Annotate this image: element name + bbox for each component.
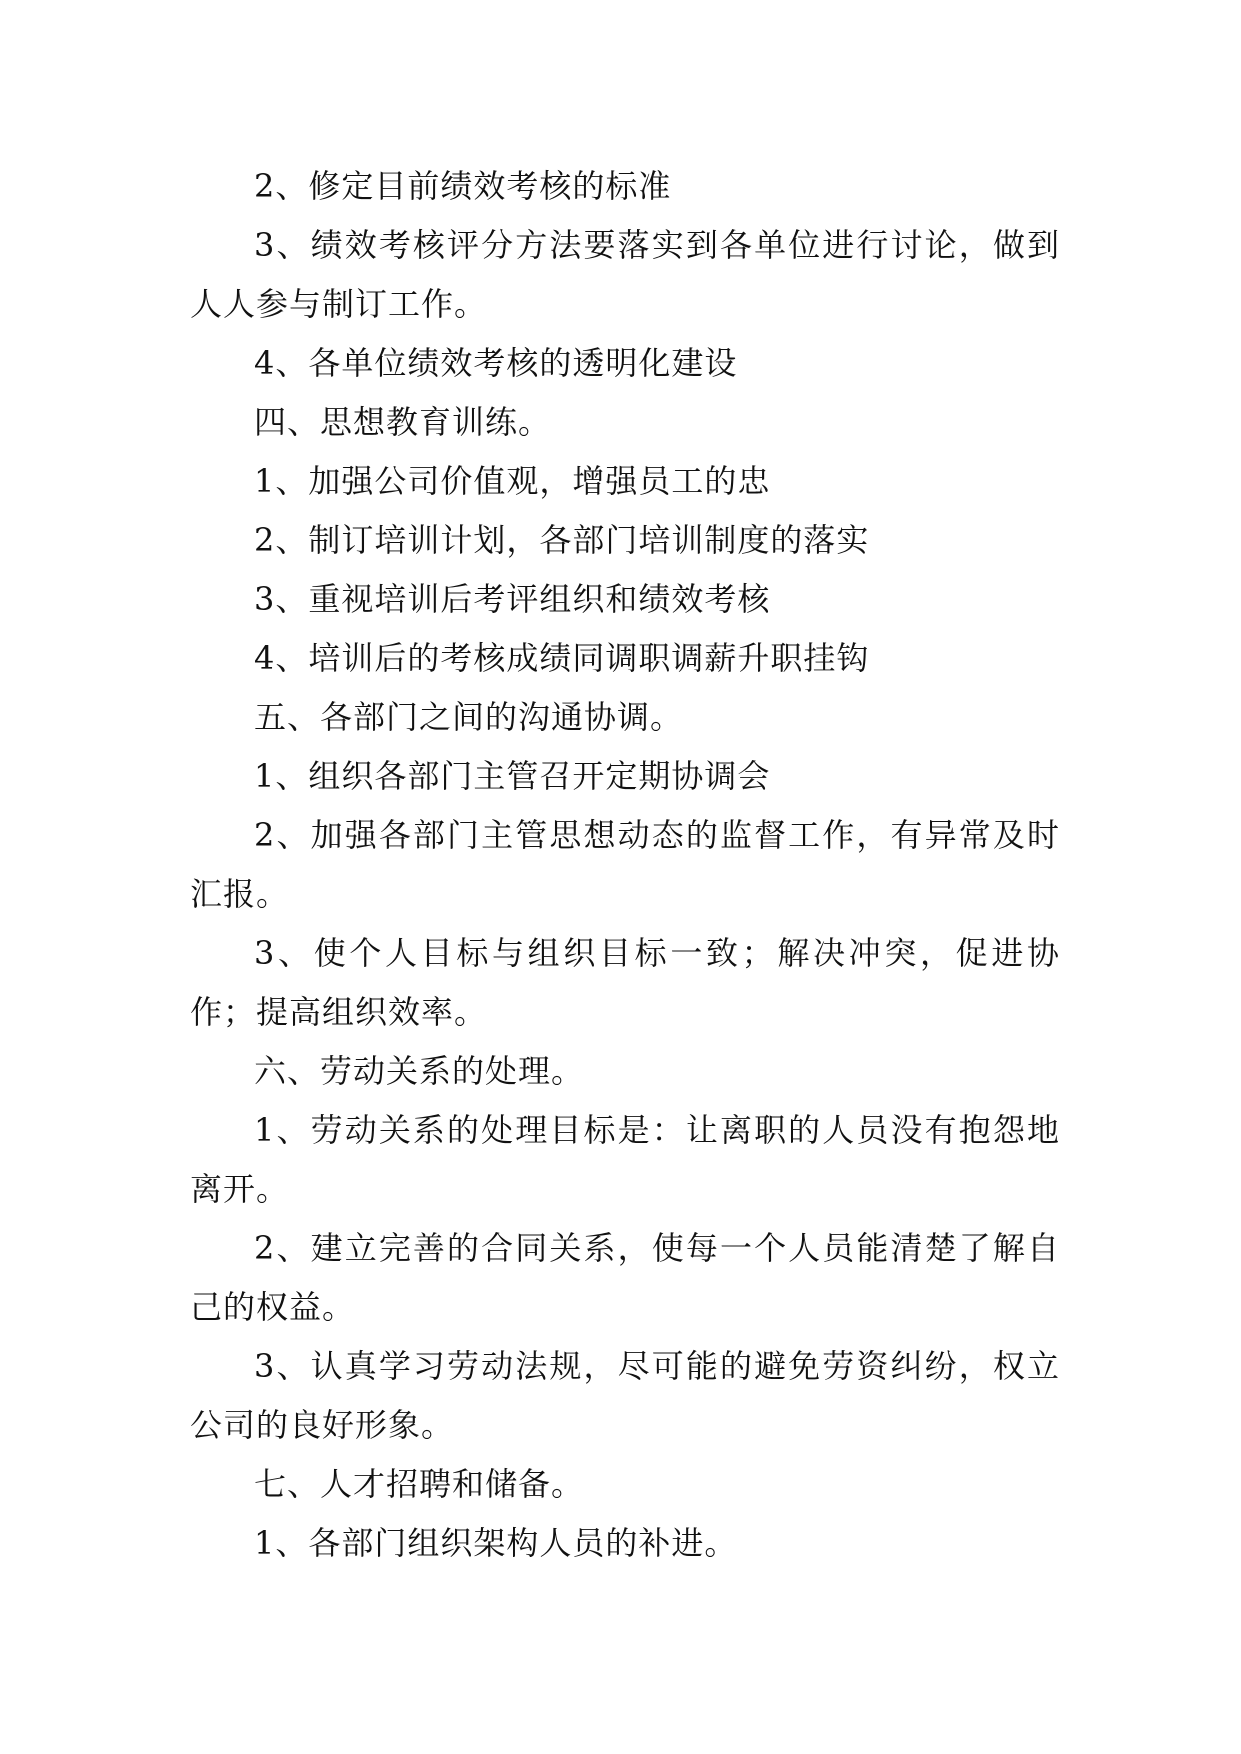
paragraph-2-training-plan: 2、制订培训计划，各部门培训制度的落实	[254, 521, 870, 559]
section-heading-7-recruitment: 七、人才招聘和储备。	[254, 1465, 585, 1503]
paragraph-1-company-values: 1、加强公司价值观，增强员工的忠	[254, 462, 771, 500]
paragraph-4-training-results-link: 4、培训后的考核成绩同调职调薪升职挂钩	[254, 639, 870, 677]
section-heading-4-education: 四、思想教育训练。	[254, 403, 552, 441]
paragraph-4-transparency: 4、各单位绩效考核的透明化建设	[254, 344, 738, 382]
paragraph-1-coordination-meeting: 1、组织各部门主管召开定期协调会	[254, 757, 771, 795]
paragraph-3-scoring-discussion: 3、绩效考核评分方法要落实到各单位进行讨论，做到人人参与制订工作。	[190, 226, 1060, 323]
paragraph-3-goal-alignment: 3、使个人目标与组织目标一致；解决冲突，促进协作；提高组织效率。	[190, 934, 1060, 1031]
paragraph-1-labor-goal: 1、劳动关系的处理目标是：让离职的人员没有抱怨地离开。	[190, 1111, 1060, 1208]
paragraph-2-supervision: 2、加强各部门主管思想动态的监督工作，有异常及时汇报。	[190, 816, 1060, 913]
section-heading-6-labor-relations: 六、劳动关系的处理。	[254, 1052, 585, 1090]
section-heading-5-communication: 五、各部门之间的沟通协调。	[254, 698, 684, 736]
paragraph-1-staff-replenishment: 1、各部门组织架构人员的补进。	[254, 1524, 738, 1562]
paragraph-3-labor-law: 3、认真学习劳动法规，尽可能的避免劳资纠纷，权立公司的良好形象。	[190, 1347, 1060, 1444]
paragraph-2-contracts: 2、建立完善的合同关系，使每一个人员能清楚了解自己的权益。	[190, 1229, 1060, 1326]
paragraph-3-post-training-review: 3、重视培训后考评组织和绩效考核	[254, 580, 771, 618]
paragraph-2-revise-standard: 2、修定目前绩效考核的标准	[254, 167, 672, 205]
document-body	[190, 157, 1060, 1573]
